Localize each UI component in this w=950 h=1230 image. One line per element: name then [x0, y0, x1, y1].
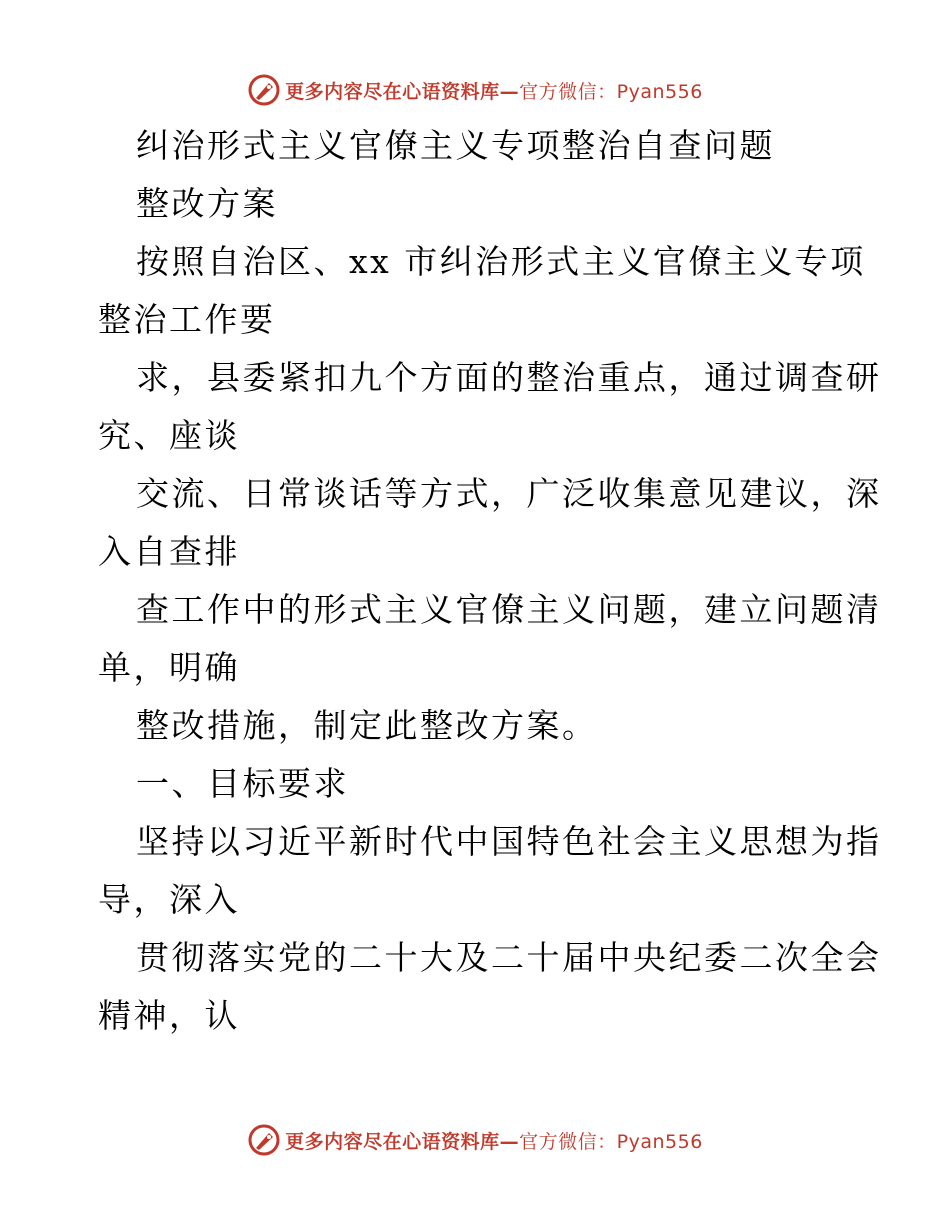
footer-wechat: 官方微信：Pyan556: [519, 1130, 703, 1153]
footer-banner-text: 更多内容尽在心语资料库—官方微信：Pyan556: [285, 1130, 703, 1153]
doc-line: 坚持以习近平新时代中国特色社会主义思想为指: [136, 822, 882, 861]
doc-line: 整治工作要: [98, 300, 276, 339]
doc-line: 查工作中的形式主义官僚主义问题，建立问题清: [136, 590, 882, 629]
pen-nib-icon: [247, 1123, 281, 1157]
doc-line: 按照自治区、xx 市纠治形式主义官僚主义专项: [136, 242, 866, 281]
doc-line: 求，县委紧扣九个方面的整治重点，通过调查研: [136, 358, 882, 397]
header-wechat: 官方微信：Pyan556: [519, 80, 703, 103]
doc-line-section-heading: 一、目标要求: [136, 764, 349, 803]
doc-line: 究、座谈: [98, 416, 240, 455]
doc-line: 贯彻落实党的二十大及二十届中央纪委二次全会: [136, 938, 882, 977]
doc-line: 整改措施，制定此整改方案。: [136, 706, 598, 745]
doc-line: 入自查排: [98, 532, 240, 571]
doc-line: 单，明确: [98, 648, 240, 687]
header-banner-text: 更多内容尽在心语资料库—官方微信：Pyan556: [285, 80, 703, 103]
doc-line: 导，深入: [98, 880, 240, 919]
doc-line-title: 纠治形式主义官僚主义专项整治自查问题: [136, 126, 775, 165]
doc-line-subtitle: 整改方案: [136, 184, 278, 223]
doc-line: 交流、日常谈话等方式，广泛收集意见建议，深: [136, 474, 882, 513]
footer-banner: [0, 1120, 950, 1160]
doc-line: 精神，认: [98, 996, 240, 1035]
